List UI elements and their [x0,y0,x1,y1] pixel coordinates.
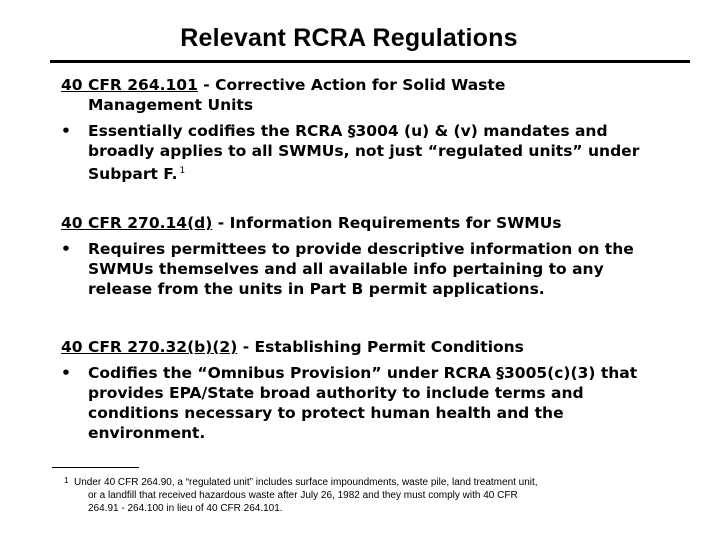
bullet-icon: • [61,122,71,140]
section-heading [61,213,661,233]
footnote-reference: 1 [179,166,186,176]
bullet-icon: • [61,240,71,258]
page-title: Relevant RCRA Regulations [180,24,518,52]
bullet-text: Codifies the “Omnibus Provision” under RCRA §3005(c)(3) that provides EPA/State broad authority to include terms and conditions necessary to protect human health and the environment. [88,364,638,442]
footnote-line: or a landfill that received hazardous waste after July 26, 1982 and they must comply with 40 CFR [88,490,518,501]
heading-text: - Information Requirements for SWMUs [212,214,562,232]
title-divider [50,60,690,63]
footnote-line: 264.91 - 264.100 in lieu of 40 CFR 264.101. [88,503,283,514]
section-heading [61,75,661,115]
heading-text: - Corrective Action for Solid Waste [197,76,506,94]
bullet-item [61,239,661,299]
heading-text: - Establishing Permit Conditions [237,338,524,356]
section-heading [61,337,661,357]
citation-link: 40 CFR 270.14(d) [61,214,213,232]
bullet-item [61,363,661,443]
bullet-text: Essentially codifies the RCRA §3004 (u) & (v) mandates and broadly applies to all SWMUs, not just “regulated units” under Subpart F. $^1$ [88,122,640,183]
bullet-icon: • [61,364,71,382]
bullet-text: Requires permittees to provide descriptive information on the SWMUs themselves and all available info pertaining to any release from the units in Part B permit applications. [88,240,634,298]
heading-continuation: Management Units [88,96,254,114]
footnote-divider [52,467,139,468]
citation-link: 40 CFR 270.32(b)(2) [61,338,238,356]
footnote-number: 1 [64,476,69,485]
regulation-section-270-14d [61,213,661,299]
footnote-line: Under 40 CFR 264.90, a “regulated unit” includes surface impoundments, waste pile, land treatment unit, [74,477,538,488]
regulation-section-270-32b2 [61,337,661,443]
bullet-item [61,121,661,184]
footnote [64,476,644,515]
citation-link: 40 CFR 264.101 [61,76,198,94]
regulation-section-264-101 [61,75,661,184]
